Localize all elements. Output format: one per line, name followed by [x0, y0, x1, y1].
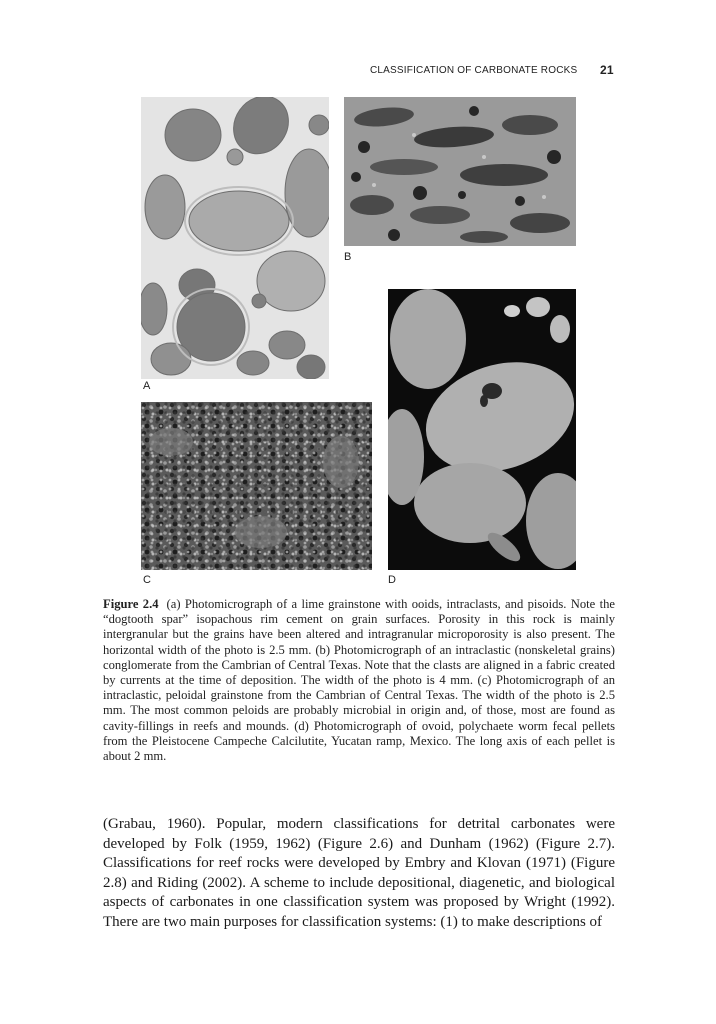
photo-panel-d	[388, 289, 576, 570]
photo-panel-c	[141, 402, 372, 570]
panel-label-a: A	[143, 380, 151, 392]
photo-panel-b	[344, 97, 576, 246]
panel-label-b: B	[344, 251, 352, 263]
body-paragraph: (Grabau, 1960). Popular, modern classifications for detrital carbonates were developed by Folk (1959, 1962) (Figure 2.6) and Dunham (1962) (Figure 2.7). Classifications for reef rocks were developed by Embry and Klovan (1971) (Figure 2.8) and Riding (2002). A scheme to include depositional, diagenetic, and biological aspects of carbonates in one classification system was proposed by Wright (1992). There are two main purposes for classification systems: (1) to make descriptions of	[103, 816, 615, 930]
panel-label-d: D	[388, 574, 396, 586]
page-number: 21	[600, 63, 614, 77]
figure-caption	[103, 597, 615, 764]
panel-label-c: C	[143, 574, 151, 586]
running-head-title: CLASSIFICATION OF CARBONATE ROCKS	[370, 65, 578, 76]
photo-panel-a	[141, 97, 329, 379]
figure-label: Figure 2.4	[103, 597, 159, 611]
figure-caption-text: (a) Photomicrograph of a lime grainstone with ooids, intraclasts, and pisoids. Note the “dogtooth spar” isopachous rim cement on grain surfaces. Porosity in this rock is mainly intergranular but the grains have been altered and intragranular microporosity is also present. The horizontal width of the photo is 2.5 mm. (b) Photomicrograph of an intraclastic (nonskeletal grains) conglomerate from the Cambrian of Central Texas. Note that the clasts are aligned in a fabric created by currents at the time of deposition. The width of the photo is 4 mm. (c) Photomicrograph of an intraclastic, peloidal grainstone from the Cambrian of Central Texas. The width of the photo is 2.5 mm. The most common peloids are probably microbial in origin and, of those, most are found as cavity-fillings in reefs and mounds. (d) Photomicrograph of ovoid, polychaete worm fecal pellets from the Pleistocene Campeche Calcilutite, Yucatan ramp, Mexico. The long axis of each pellet is about 2 mm.	[103, 597, 615, 764]
